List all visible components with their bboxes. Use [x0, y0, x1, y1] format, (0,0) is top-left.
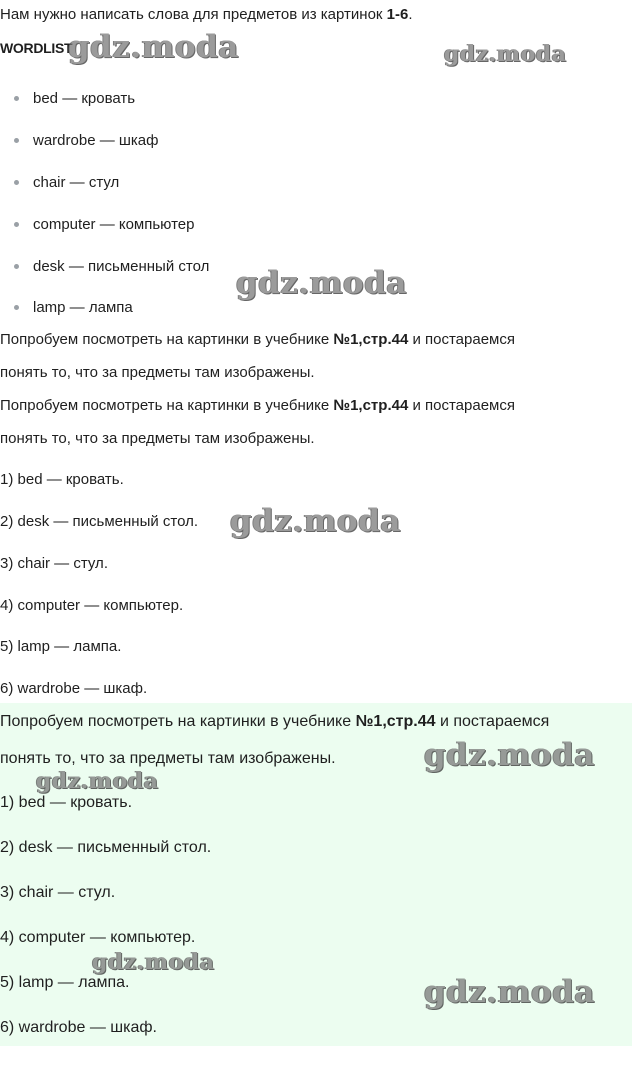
bullet-icon — [14, 305, 19, 310]
list-item — [14, 90, 135, 107]
intro-end: . — [408, 6, 413, 23]
hint-line1 — [0, 331, 515, 348]
hint-text: Попробуем посмотреть на картинки в учебнике — [0, 331, 334, 348]
hint-line2: понять то, что за предметы там изображены. — [0, 364, 315, 381]
hint-text: и постараемся — [408, 397, 515, 414]
bullet-icon — [14, 264, 19, 269]
answer-line: 6) wardrobe — шкаф. — [0, 1019, 157, 1036]
list-item-text: chair — стул — [33, 174, 120, 191]
intro-text-main: Нам нужно написать слова для предметов из картинок — [0, 6, 387, 23]
list-item-text: wardrobe — шкаф — [33, 132, 159, 149]
answer-line: 4) computer — компьютер. — [0, 597, 184, 614]
intro-range: 1-6 — [386, 6, 409, 23]
hint-text: Попробуем посмотреть на картинки в учебнике — [0, 713, 356, 730]
watermark: gdz.moda — [68, 29, 239, 65]
answer-line: 5) lamp — лампа. — [0, 638, 122, 655]
hint-line2: понять то, что за предметы там изображены. — [0, 750, 336, 767]
hint-text: Попробуем посмотреть на картинки в учебнике — [0, 397, 334, 414]
watermark: gdz.moda — [230, 503, 401, 539]
list-item-text: bed — кровать — [33, 90, 136, 107]
list-item-text: desk — письменный стол — [33, 258, 210, 275]
hint-line2: понять то, что за предметы там изображены. — [0, 430, 315, 447]
hint-text: и постараемся — [408, 331, 515, 348]
answer-line: 1) bed — кровать. — [0, 471, 124, 488]
answer-line: 3) chair — стул. — [0, 884, 116, 901]
answer-line: 4) computer — компьютер. — [0, 929, 196, 946]
wordlist-label: WORDLIST — [0, 40, 73, 56]
bullet-icon — [14, 96, 19, 101]
answer-line: 3) chair — стул. — [0, 555, 108, 572]
watermark: gdz.moda — [424, 974, 595, 1010]
hint-text: и постараемся — [435, 713, 550, 730]
textbook-ref: №1,стр.44 — [333, 331, 409, 348]
watermark: gdz.moda — [92, 949, 215, 975]
list-item — [14, 216, 195, 233]
list-item — [14, 299, 133, 316]
list-item — [14, 132, 158, 149]
list-item-text: lamp — лампа — [33, 299, 133, 316]
textbook-ref: №1,стр.44 — [333, 397, 409, 414]
list-item — [14, 258, 209, 275]
watermark: gdz.moda — [444, 41, 567, 67]
intro-text — [0, 6, 413, 23]
answer-line: 2) desk — письменный стол. — [0, 839, 212, 856]
list-item-text: computer — компьютер — [33, 216, 195, 233]
bullet-icon — [14, 138, 19, 143]
textbook-ref: №1,стр.44 — [355, 713, 436, 730]
watermark: gdz.moda — [236, 265, 407, 301]
hint-line1 — [0, 397, 515, 414]
answer-line: 1) bed — кровать. — [0, 794, 133, 811]
answer-line: 6) wardrobe — шкаф. — [0, 680, 148, 697]
hint-line1 — [0, 713, 549, 731]
answer-line: 2) desk — письменный стол. — [0, 513, 199, 530]
watermark: gdz.moda — [424, 737, 595, 773]
bullet-icon — [14, 222, 19, 227]
answer-line: 5) lamp — лампа. — [0, 974, 130, 991]
list-item — [14, 174, 119, 191]
bullet-icon — [14, 180, 19, 185]
watermark: gdz.moda — [36, 768, 159, 794]
